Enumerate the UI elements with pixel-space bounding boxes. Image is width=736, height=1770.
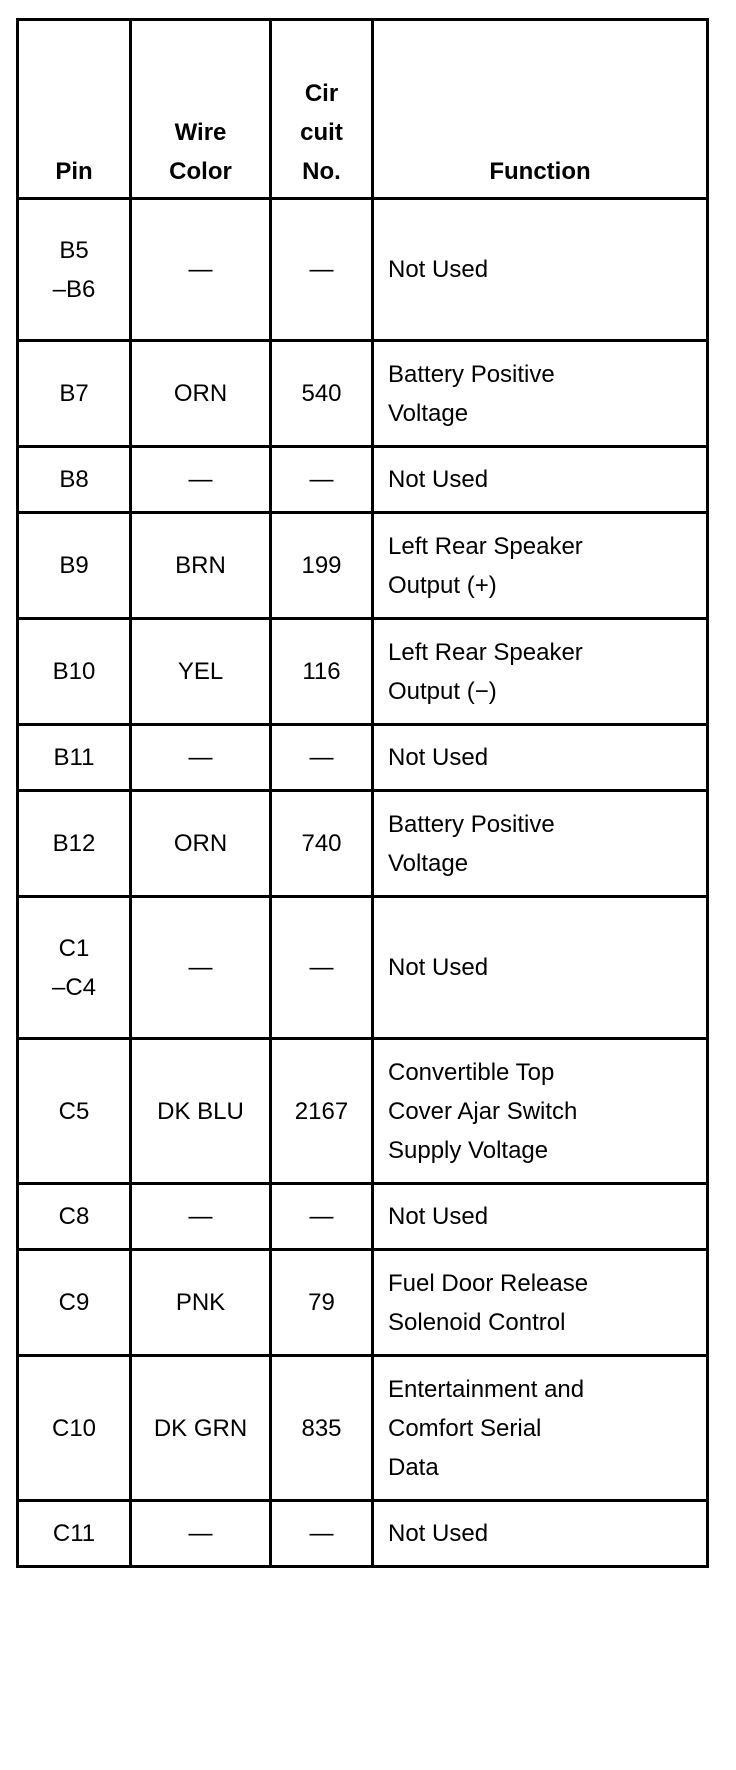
- circuit-number-cell: [271, 513, 373, 619]
- pin-label: C8: [58, 1203, 90, 1230]
- pin-label: C11: [52, 1520, 96, 1547]
- function-text: Cover Ajar Switch: [388, 1097, 578, 1125]
- function-cell: [373, 1501, 708, 1567]
- function-text: Data: [388, 1453, 439, 1481]
- pin-cell: [18, 1250, 131, 1356]
- pin-label: B10: [52, 658, 96, 685]
- wire-color-cell: [131, 1501, 271, 1567]
- function-text: Not Used: [388, 744, 489, 771]
- header-circuit-no: Cir cuit No.: [271, 20, 373, 199]
- pin-label: B11: [53, 744, 95, 771]
- circuit-number-cell: [271, 199, 373, 341]
- circuit-number-value: —: [309, 1203, 334, 1230]
- wire-color-cell: [131, 513, 271, 619]
- pin-cell: [18, 199, 131, 341]
- table-row: [18, 1039, 708, 1184]
- wire-color-value: DK GRN: [153, 1414, 248, 1442]
- function-cell: [373, 1184, 708, 1250]
- circuit-number-value: 740: [301, 830, 342, 857]
- function-cell: [373, 725, 708, 791]
- connector-pinout-table: [16, 18, 709, 1568]
- circuit-number-value: 540: [301, 380, 342, 407]
- pin-cell: [18, 513, 131, 619]
- function-cell: [373, 513, 708, 619]
- wire-color-cell: [131, 1184, 271, 1250]
- function-text: Voltage: [388, 399, 469, 427]
- wire-color-cell: [131, 619, 271, 725]
- table-body: [18, 199, 708, 1567]
- table-row: [18, 791, 708, 897]
- function-cell: [373, 619, 708, 725]
- pin-label: B12: [52, 830, 96, 857]
- pin-cell: [18, 341, 131, 447]
- function-text: Not Used: [388, 256, 489, 283]
- function-cell: [373, 897, 708, 1039]
- pin-cell: [18, 1501, 131, 1567]
- function-text: Entertainment and: [388, 1375, 585, 1403]
- table-row: [18, 199, 708, 341]
- circuit-number-value: —: [309, 256, 334, 283]
- pin-label: B9: [59, 552, 89, 579]
- wire-color-value: —: [188, 256, 213, 283]
- wire-color-cell: [131, 1250, 271, 1356]
- circuit-number-cell: [271, 897, 373, 1039]
- table-row: [18, 513, 708, 619]
- pin-cell: [18, 447, 131, 513]
- table-row: [18, 725, 708, 791]
- function-text: Not Used: [388, 954, 489, 981]
- table-row: [18, 447, 708, 513]
- circuit-number-cell: [271, 447, 373, 513]
- header-function: Function: [373, 20, 708, 199]
- function-text: Left Rear Speaker: [388, 638, 583, 666]
- function-text: Not Used: [388, 1203, 489, 1230]
- pin-label: –B6: [52, 275, 96, 303]
- function-text: Solenoid Control: [388, 1308, 566, 1336]
- circuit-number-value: —: [309, 1520, 334, 1547]
- function-text: Supply Voltage: [388, 1136, 549, 1164]
- circuit-number-value: 79: [308, 1289, 335, 1316]
- wire-color-value: —: [188, 954, 213, 981]
- wire-color-value: —: [188, 744, 213, 771]
- header-row: [18, 20, 708, 199]
- pin-label: B5: [59, 236, 89, 264]
- function-cell: [373, 447, 708, 513]
- pin-label: B7: [59, 380, 89, 407]
- wire-color-value: ORN: [173, 380, 228, 407]
- function-cell: [373, 1356, 708, 1501]
- function-cell: [373, 791, 708, 897]
- wire-color-value: —: [188, 466, 213, 493]
- function-text: Fuel Door Release: [388, 1269, 589, 1297]
- function-text: Battery Positive: [388, 360, 555, 388]
- wire-color-value: BRN: [175, 552, 226, 579]
- header-wire-color: Wire Color: [131, 20, 271, 199]
- wire-color-cell: [131, 725, 271, 791]
- circuit-number-cell: [271, 791, 373, 897]
- table-row: [18, 1356, 708, 1501]
- circuit-number-value: —: [309, 954, 334, 981]
- pin-cell: [18, 1356, 131, 1501]
- function-text: Convertible Top: [388, 1058, 555, 1086]
- table-row: [18, 897, 708, 1039]
- table-row: [18, 1250, 708, 1356]
- table-row: [18, 341, 708, 447]
- circuit-number-value: 116: [302, 658, 341, 685]
- function-cell: [373, 199, 708, 341]
- circuit-number-cell: [271, 619, 373, 725]
- wire-color-cell: [131, 341, 271, 447]
- pin-cell: [18, 619, 131, 725]
- pin-label: C5: [58, 1097, 90, 1125]
- circuit-number-value: 199: [301, 552, 342, 579]
- pin-cell: [18, 897, 131, 1039]
- circuit-number-cell: [271, 1356, 373, 1501]
- pin-label: C1: [58, 934, 90, 962]
- circuit-number-cell: [271, 1184, 373, 1250]
- function-text: Not Used: [388, 1520, 489, 1547]
- pin-label: C9: [58, 1289, 90, 1316]
- function-cell: [373, 1039, 708, 1184]
- pin-cell: [18, 791, 131, 897]
- function-text: Output (+): [388, 571, 497, 599]
- table-row: [18, 1184, 708, 1250]
- circuit-number-cell: [271, 341, 373, 447]
- circuit-number-value: 835: [301, 1414, 342, 1442]
- table-row: [18, 1501, 708, 1567]
- pin-label: B8: [59, 466, 89, 493]
- function-cell: [373, 1250, 708, 1356]
- table-row: [18, 619, 708, 725]
- pin-label: C10: [51, 1414, 97, 1442]
- header-pin: Pin: [18, 20, 131, 199]
- function-text: Comfort Serial: [388, 1414, 542, 1442]
- wire-color-cell: [131, 447, 271, 513]
- circuit-number-cell: [271, 725, 373, 791]
- circuit-number-value: —: [309, 466, 334, 493]
- wire-color-cell: [131, 897, 271, 1039]
- function-text: Voltage: [388, 849, 469, 877]
- wire-color-cell: [131, 1039, 271, 1184]
- circuit-number-value: 2167: [294, 1097, 349, 1125]
- function-cell: [373, 341, 708, 447]
- wire-color-value: ORN: [173, 830, 228, 857]
- function-text: Battery Positive: [388, 810, 555, 838]
- wire-color-cell: [131, 199, 271, 341]
- wire-color-cell: [131, 1356, 271, 1501]
- circuit-number-cell: [271, 1501, 373, 1567]
- circuit-number-cell: [271, 1250, 373, 1356]
- pin-cell: [18, 725, 131, 791]
- wire-color-value: PNK: [175, 1289, 226, 1316]
- function-text: Output (−): [388, 677, 497, 705]
- circuit-number-value: —: [309, 744, 334, 771]
- pin-label: –C4: [51, 973, 97, 1001]
- wire-color-value: YEL: [177, 658, 224, 685]
- table-header: [18, 20, 708, 199]
- circuit-number-cell: [271, 1039, 373, 1184]
- wire-color-value: —: [188, 1520, 213, 1547]
- wire-color-cell: [131, 791, 271, 897]
- pin-cell: [18, 1184, 131, 1250]
- wire-color-value: —: [188, 1203, 213, 1230]
- function-text: Left Rear Speaker: [388, 532, 583, 560]
- function-text: Not Used: [388, 466, 489, 493]
- pin-cell: [18, 1039, 131, 1184]
- wire-color-value: DK BLU: [157, 1097, 244, 1125]
